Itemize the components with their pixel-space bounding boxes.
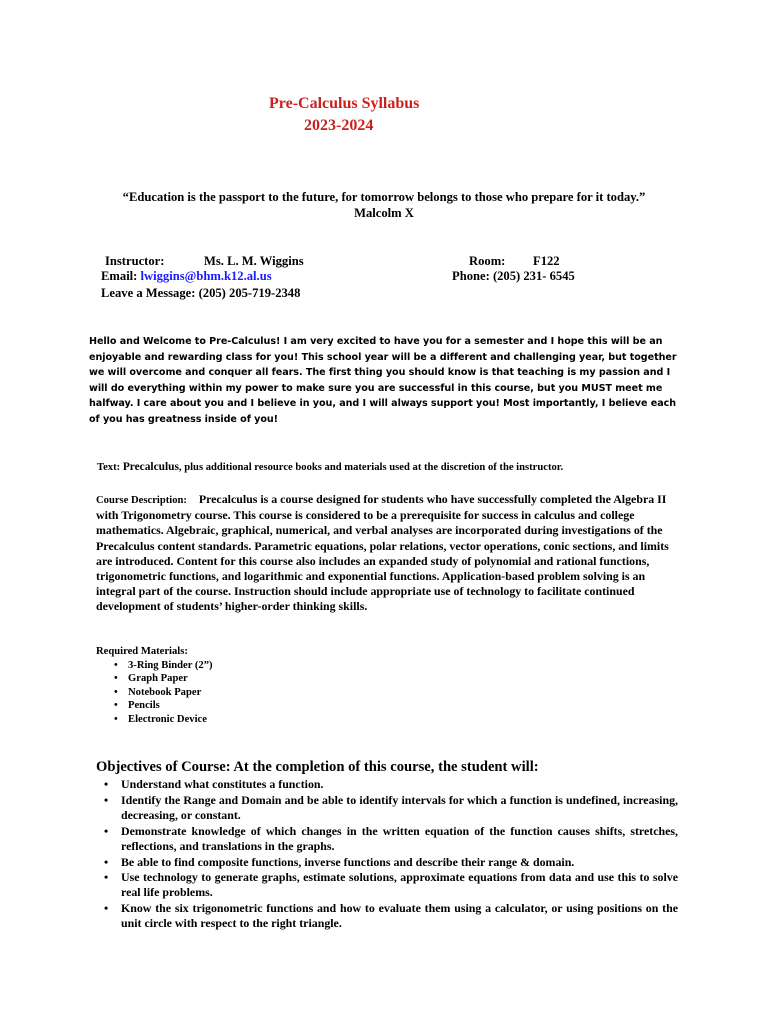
bullet-icon: • xyxy=(114,660,118,671)
objective-item: Demonstrate knowledge of which changes in the written equation of the function causes shifts, stretches, reflections, and translations in the graphs. xyxy=(121,823,678,853)
phone-row xyxy=(452,269,575,284)
material-item: Notebook Paper xyxy=(128,686,202,698)
list-item xyxy=(96,855,678,870)
material-item: Pencils xyxy=(128,700,160,712)
list-item xyxy=(96,672,213,685)
bullet-icon: • xyxy=(104,777,109,791)
objective-item: Be able to find composite functions, inverse functions and describe their range & domain. xyxy=(121,854,575,869)
bullet-icon: • xyxy=(104,854,109,869)
list-item xyxy=(96,686,213,699)
phone-label: Phone: xyxy=(452,269,490,283)
message-value: (205) 205-719-2348 xyxy=(198,286,301,300)
bullet-icon: • xyxy=(104,792,109,807)
list-item xyxy=(96,901,678,931)
textbook-line xyxy=(97,461,563,473)
phone-value: (205) 231- 6545 xyxy=(492,269,575,283)
material-item: Graph Paper xyxy=(128,673,188,685)
bullet-icon: • xyxy=(114,700,118,712)
text-label: Text: xyxy=(97,462,121,473)
message-row xyxy=(101,286,300,301)
email-link[interactable]: lwiggins@bhm.k12.al.us xyxy=(140,269,272,283)
list-item xyxy=(96,824,678,854)
bullet-icon: • xyxy=(104,823,109,838)
material-item: Electronic Device xyxy=(128,713,207,725)
message-label: Leave a Message: xyxy=(101,286,196,300)
bullet-icon: • xyxy=(104,901,109,916)
course-description-label: Course Description: xyxy=(96,495,187,506)
bullet-icon: • xyxy=(114,673,118,685)
materials-list xyxy=(96,659,213,726)
list-item xyxy=(96,713,213,726)
objective-item: Understand what constitutes a function. xyxy=(121,777,324,791)
syllabus-title: Pre-Calculus Syllabus xyxy=(269,95,420,112)
list-item xyxy=(96,777,678,792)
list-item xyxy=(96,870,678,900)
bullet-icon: • xyxy=(114,686,118,698)
textbook-details: , plus additional resource books and materials used at the discretion of the instructor. xyxy=(178,462,564,473)
instructor-name: Ms. L. M. Wiggins xyxy=(204,254,304,268)
objectives-heading: Objectives of Course: At the completion of this course, the student will: xyxy=(96,759,539,775)
textbook-name: Precalculus xyxy=(122,461,179,473)
material-item: 3-Ring Binder (2”) xyxy=(128,660,213,671)
objectives-list xyxy=(96,777,678,932)
room-value: F122 xyxy=(533,254,560,268)
objective-item: Use technology to generate graphs, estimate solutions, approximate equations from data and use this to solve real life problems. xyxy=(121,870,678,900)
objective-item: Know the six trigonometric functions and how to evaluate them using a calculator, or using positions on the unit circle with respect to the right triangle. xyxy=(121,901,678,931)
room-label: Room: xyxy=(469,254,506,268)
instructor-label: Instructor: xyxy=(105,254,165,268)
list-item xyxy=(96,793,678,823)
quote-author: Malcolm X xyxy=(354,206,414,220)
course-description-body: Precalculus is a course designed for students who have successfully completed the Algebra II with Trigonometry course. This course is considered to be a prerequisite for success in calculus and college mathematics. Algebraic, graphical, numerical, and verbal analyses are incorporated during investigations of the Precalculus content standards. Parametric equations, polar relations, vector operations, conic sections, and limits are introduced. Content for this course also includes an expanded study of polynomial and rational functions, trigonometric functions, and logarithmic and exponential functions. Application-based problem solving is an integral part of the course. Instruction should include appropriate use of technology to facilitate continued development of students’ higher-order thinking skills. xyxy=(96,492,669,614)
welcome-paragraph: Hello and Welcome to Pre-Calculus! I am very excited to have you for a semester and I hope this will be an enjoyable and rewarding class for you! This school year will be a different and challenging year, but together we will overcome and conquer all fears. The first thing you should know is that teaching is my passion and I will do everything within my power to make sure you are successful in this course, but you MUST meet me halfway. I care about you and I believe in you, and I will always support you! Most importantly, I believe each of you has greatness inside of you! xyxy=(89,336,677,425)
course-description xyxy=(96,492,686,615)
bullet-icon: • xyxy=(104,870,109,885)
quote-text: “Education is the passport to the future, for tomorrow belongs to those who prepare for it today.” xyxy=(122,190,646,204)
bullet-icon: • xyxy=(114,713,118,725)
email-label: Email: xyxy=(101,269,138,283)
objective-item: Identify the Range and Domain and be able to identify intervals for which a function is undefined, increasing, decreasing, or constant. xyxy=(121,792,678,822)
email-row xyxy=(101,269,272,284)
materials-heading: Required Materials: xyxy=(96,646,188,657)
list-item xyxy=(96,699,213,712)
list-item xyxy=(96,659,213,672)
syllabus-year: 2023-2024 xyxy=(304,117,374,134)
